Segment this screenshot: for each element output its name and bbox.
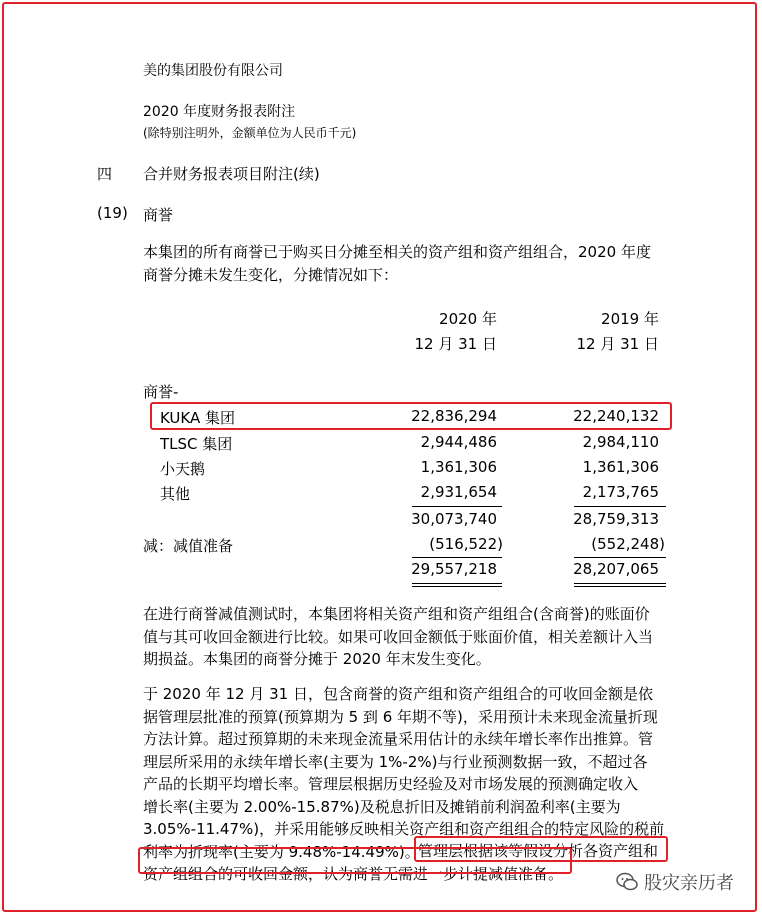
paragraph-line: 增长率(主要为 2.00%-15.87%)及税息折旧及摊销前利润盈利率(主要为 xyxy=(143,797,621,816)
row-label: 其他 xyxy=(160,485,191,503)
row-label: KUKA 集团 xyxy=(160,409,236,427)
item-title: 商誉 xyxy=(143,206,174,224)
paragraph-line: 值与其可收回金额进行比较。如果可收回金额低于账面价值，相关差额计入当 xyxy=(143,627,654,646)
watermark-text: 股灾亲历者 xyxy=(644,873,734,894)
total-double-rule xyxy=(412,586,502,587)
goodwill-group-label: 商誉- xyxy=(143,383,179,401)
paragraph-line: 方法计算。超过预算期的未来现金流量采用估计的永续年增长率作出推算。管 xyxy=(143,730,654,748)
intro-paragraph xyxy=(143,241,664,286)
company-name: 美的集团股份有限公司 xyxy=(143,63,283,79)
total-double-rule xyxy=(412,583,502,584)
total-double-rule xyxy=(574,586,666,587)
paragraph-line: 据管理层批准的预算(预算期为 5 到 6 年期不等)，采用预计未来现金流量折现 xyxy=(143,707,658,726)
row-value-2019: 2,173,765 xyxy=(582,483,659,501)
impairment-test-paragraph xyxy=(143,603,664,671)
less-impairment-label: 减：减值准备 xyxy=(143,537,234,555)
subtotal-2019: 28,759,313 xyxy=(573,510,659,528)
paragraph-line: 3.05%-11.47%)，并采用能够反映相关资产组和资产组组合的特定风险的税前 xyxy=(143,820,665,838)
subtotal-rule xyxy=(412,506,502,507)
report-unit-note: (除特别注明外，金额单位为人民币千元) xyxy=(143,126,357,140)
less-impairment-2019: (552,248) xyxy=(591,535,665,553)
paragraph-line-start: 利率为折现率(主要为 9.48%-14.49%)。 xyxy=(143,842,420,861)
paragraph-line: 理层所采用的永续年增长率(主要为 1%-2%)与行业预测数据一致，不超过各 xyxy=(143,752,648,771)
row-value-2019: 22,240,132 xyxy=(573,407,659,425)
section-title: 合并财务报表项目附注(续) xyxy=(143,165,320,183)
paragraph-line: 产品的长期平均增长率。管理层根据历史经验及对市场发展的预测确定收入 xyxy=(143,775,639,793)
paragraph-line: 期损益。本集团的商誉分摊于 2020 年末发生变化。 xyxy=(143,650,491,668)
row-value-2020: 2,944,486 xyxy=(420,433,497,451)
col-2019-header-year: 2019 年 xyxy=(601,310,659,328)
row-value-2020: 2,931,654 xyxy=(420,483,497,501)
paragraph-line: 资产组组合的可收回金额，认为商誉无需进一步计提减值准备。 xyxy=(143,865,564,883)
row-value-2019: 2,984,110 xyxy=(582,433,659,451)
col-2020-header-date: 12 月 31 日 xyxy=(414,335,497,353)
col-2019-header-date: 12 月 31 日 xyxy=(576,335,659,353)
total-2020: 29,557,218 xyxy=(411,560,497,578)
row-value-2020: 22,836,294 xyxy=(411,407,497,425)
wechat-icon xyxy=(616,872,638,892)
paragraph-line: 在进行商誉减值测试时，本集团将相关资产组和资产组组合(含商誉)的账面价 xyxy=(143,605,650,623)
subtotal-2020: 30,073,740 xyxy=(411,510,497,528)
report-title: 2020 年度财务报表附注 xyxy=(143,104,296,120)
total-rule xyxy=(412,557,502,558)
intro-line: 本集团的所有商誉已于购买日分摊至相关的资产组和资产组组合，2020 年度 xyxy=(143,243,651,261)
intro-line: 商誉分摊未发生变化，分摊情况如下： xyxy=(143,265,399,284)
conclusion-highlight-bottom xyxy=(138,847,572,874)
subtotal-rule xyxy=(574,506,666,507)
total-2019: 28,207,065 xyxy=(573,560,659,578)
total-double-rule xyxy=(574,583,666,584)
watermark xyxy=(616,869,734,895)
section-number: 四 xyxy=(97,165,113,183)
col-2020-header-year: 2020 年 xyxy=(439,310,497,328)
row-value-2020: 1,361,306 xyxy=(420,458,497,476)
row-value-2019: 1,361,306 xyxy=(582,458,659,476)
row-label: 小天鹅 xyxy=(160,460,206,478)
less-impairment-2020: (516,522) xyxy=(429,535,503,553)
highlighted-sentence-part: 管理层根据该等假设分析各资产组和 xyxy=(418,842,659,860)
paragraph-line: 于 2020 年 12 月 31 日，包含商誉的资产组和资产组组合的可收回金额是依 xyxy=(143,685,653,703)
total-rule xyxy=(574,557,666,558)
row-label: TLSC 集团 xyxy=(160,435,233,453)
item-number: (19) xyxy=(97,204,128,222)
